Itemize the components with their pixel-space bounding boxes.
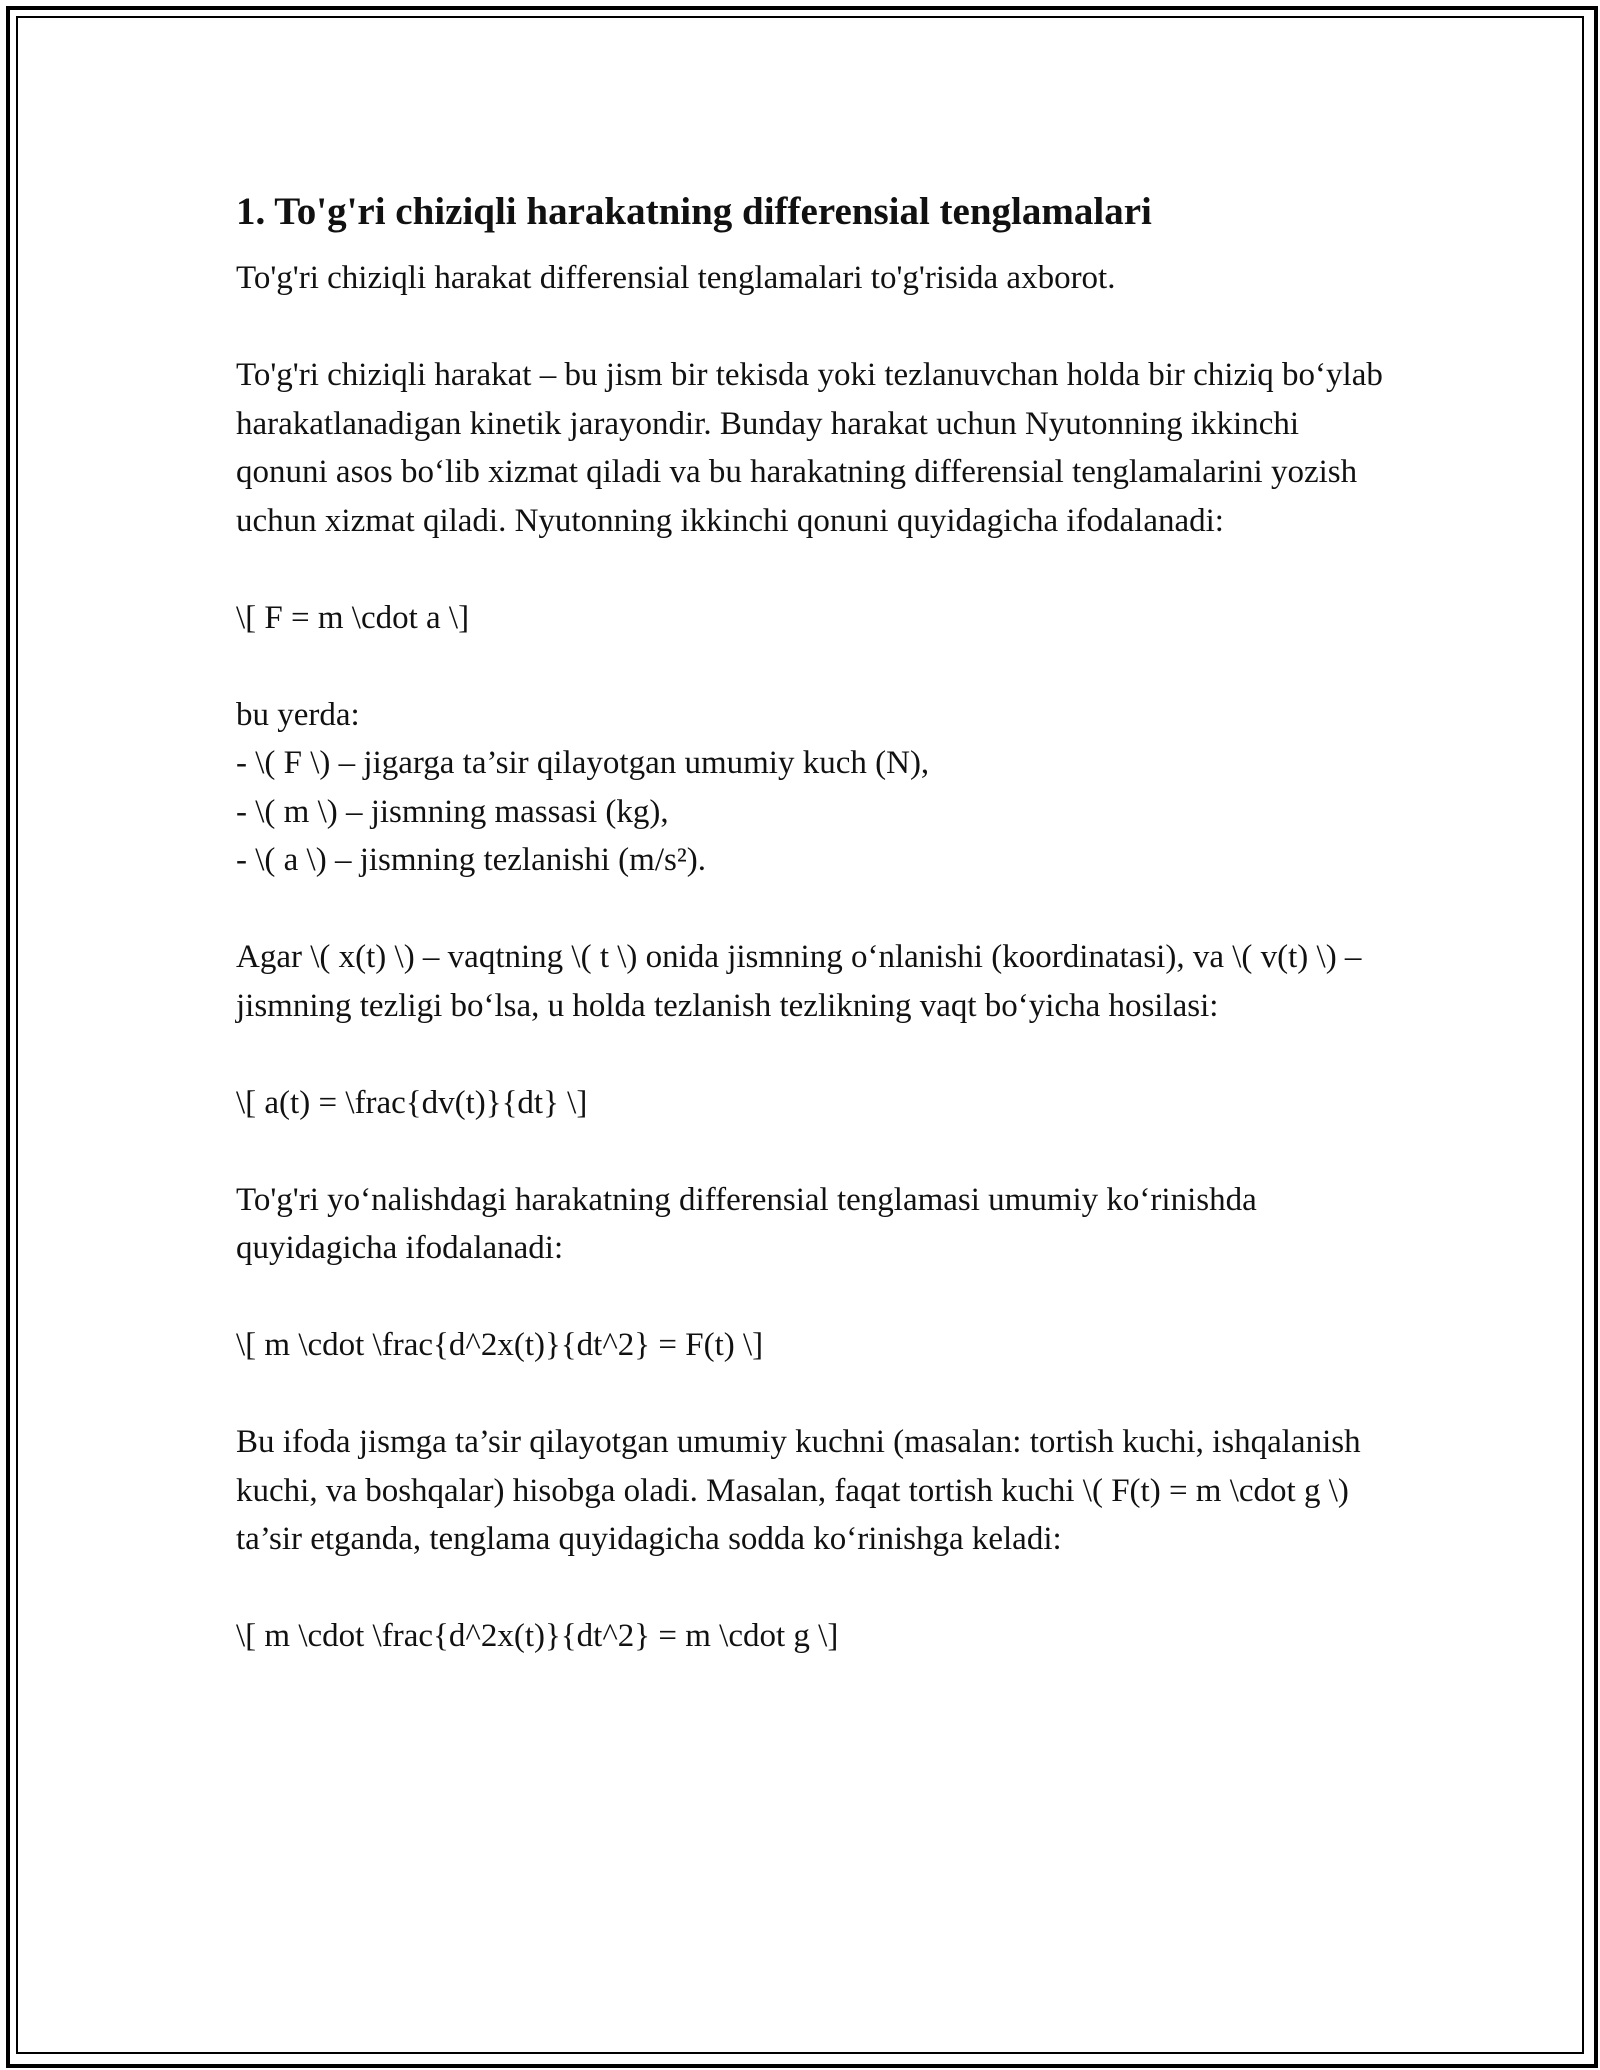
gravity-paragraph: Bu ifoda jismga ta’sir qilayotgan umumiy kuchni (masalan: tortish kuchi, ishqalanish kuchi, va boshqalar) hisobga oladi. Masalan, faqat tortish kuchi \( F(t) = m \cdot g \) ta’sir etganda, tenglama quyidagicha sodda ko‘rinishga keladi: [236,1424,1361,1557]
formula-acceleration: \[ a(t) = \frac{dv(t)}{dt} \] [236,1084,588,1121]
newton-law-paragraph: To'g'ri chiziqli harakat – bu jism bir tekisda yoki tezlanuvchan holda bir chiziq bo‘ylab harakatlanadigan kinetik jarayondir. Bunday harakat uchun Nyutonning ikkinchi qonuni asos bo‘lib xizmat qiladi va bu harakatning differensial tenglamalarini yozish uchun xizmat qiladi. Nyutonning ikkinchi qonuni quyidagicha ifodalanadi: [236,357,1383,539]
definition-item: - \( m \) – jismning massasi (kg), [236,793,669,830]
differential-equation-paragraph: To'g'ri yo‘nalishdagi harakatning differensial tenglamasi umumiy ko‘rinishda quyidagicha ifodalanadi: [236,1181,1257,1266]
intro-paragraph: To'g'ri chiziqli harakat differensial tenglamalari to'g'risida axborot. [236,260,1116,296]
definition-item: - \( F \) – jigarga ta’sir qilayotgan umumiy kuch (N), [236,745,930,781]
definitions-label: bu yerda: [236,696,360,733]
definitions-block [236,691,1386,885]
velocity-paragraph: Agar \( x(t) \) – vaqtning \( t \) onida jismning o‘nlanishi (koordinatasi), va \( v(t) \) – jismning tezligi bo‘lsa, u holda tezlanish tezlikning vaqt bo‘yicha hosilasi: [236,939,1362,1024]
formula-differential-equation: \[ m \cdot \frac{d^2x(t)}{dt^2} = F(t) \] [236,1327,764,1363]
document-body [236,186,1386,1709]
definition-item: - \( a \) – jismning tezlanishi (m/s²). [236,842,706,878]
formula-gravity: \[ m \cdot \frac{d^2x(t)}{dt^2} = m \cdot g \] [236,1618,839,1654]
formula-newton: \[ F = m \cdot a \] [236,599,470,636]
page-title: 1. To'g'ri chiziqli harakatning differensial tenglamalari [236,190,1152,233]
